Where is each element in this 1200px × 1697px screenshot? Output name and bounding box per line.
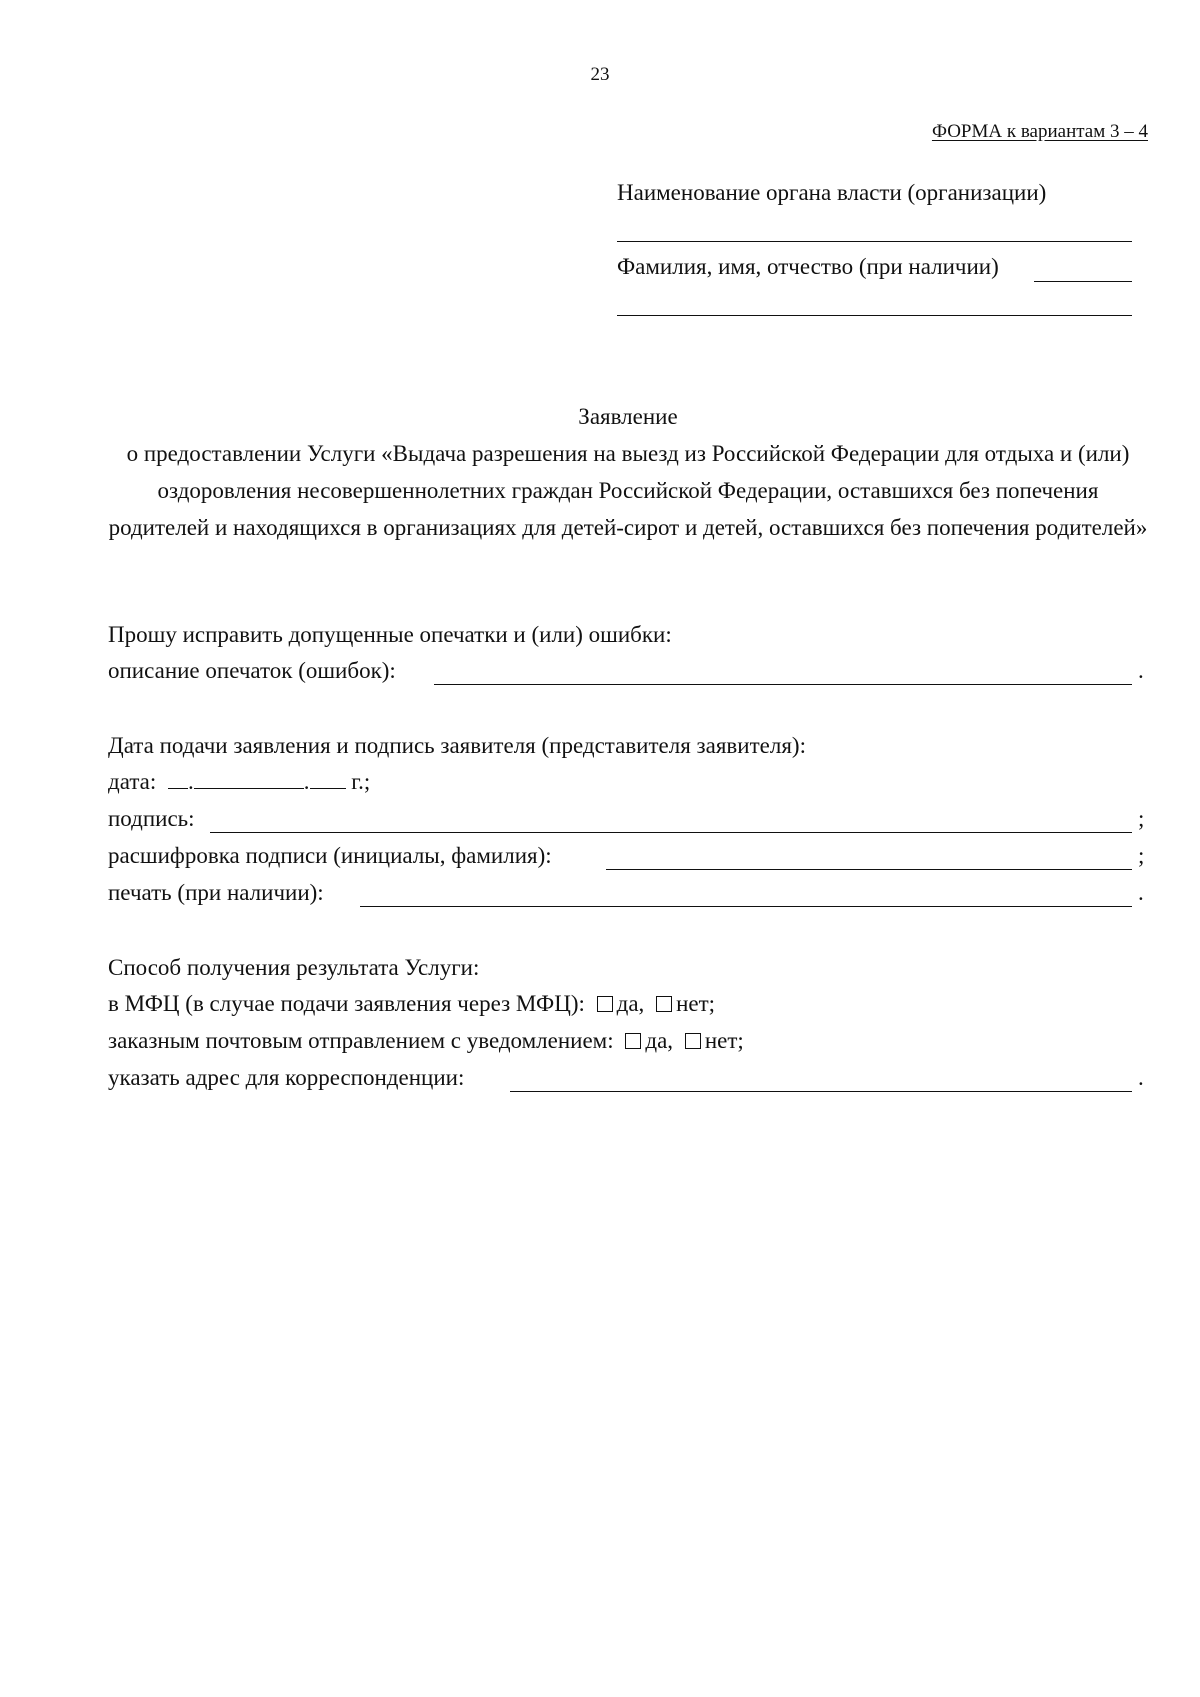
fio-field-line2[interactable] <box>617 315 1132 316</box>
org-name-field[interactable] <box>617 241 1132 242</box>
stamp-end: . <box>1138 880 1144 905</box>
decode-field[interactable] <box>606 869 1132 870</box>
fio-label: Фамилия, имя, отчество (при наличии) <box>617 254 999 279</box>
date-sep-2: . <box>303 769 310 794</box>
corrections-description-field[interactable] <box>434 684 1132 685</box>
mail-yes-checkbox[interactable] <box>625 1033 641 1049</box>
corrections-request: Прошу исправить допущенные опечатки и (или) ошибки: <box>108 622 672 647</box>
mail-no-checkbox[interactable] <box>685 1033 701 1049</box>
date-day-field[interactable] <box>168 770 188 789</box>
signature-label: подпись: <box>108 806 195 831</box>
corrections-description-end: . <box>1138 658 1144 683</box>
mail-row <box>108 1028 744 1054</box>
date-row <box>108 769 370 795</box>
stamp-field[interactable] <box>360 906 1132 907</box>
title-main: Заявление <box>578 404 678 429</box>
signature-end: ; <box>1138 806 1145 831</box>
date-sep-1: . <box>188 769 194 794</box>
date-label: дата: <box>108 769 157 794</box>
date-month-field[interactable] <box>194 770 304 789</box>
mfc-no-label: нет; <box>676 991 716 1016</box>
decode-label: расшифровка подписи (инициалы, фамилия): <box>108 843 552 868</box>
form-reference: ФОРМА к вариантам 3 – 4 <box>931 121 1148 142</box>
mail-no-label: нет; <box>704 1028 744 1053</box>
page-number: 23 <box>590 64 610 85</box>
mail-yes-label: да, <box>645 1028 674 1053</box>
document-title <box>108 398 1148 546</box>
mfc-no-checkbox[interactable] <box>656 996 672 1012</box>
decode-end: ; <box>1138 843 1145 868</box>
mfc-yes-label: да, <box>616 991 645 1016</box>
date-year-field[interactable] <box>310 770 346 789</box>
mail-label: заказным почтовым отправлением с уведомлением: <box>108 1028 614 1053</box>
address-field[interactable] <box>510 1091 1132 1092</box>
mfc-row <box>108 991 715 1017</box>
signature-heading: Дата подачи заявления и подпись заявителя (представителя заявителя): <box>108 733 806 758</box>
corrections-description-label: описание опечаток (ошибок): <box>108 658 396 683</box>
fio-field-short[interactable] <box>1034 281 1132 282</box>
signature-field[interactable] <box>210 832 1132 833</box>
mfc-label: в МФЦ (в случае подачи заявления через МФЦ): <box>108 991 585 1016</box>
org-label: Наименование органа власти (организации) <box>617 180 1047 205</box>
address-label: указать адрес для корреспонденции: <box>108 1065 465 1090</box>
mfc-yes-checkbox[interactable] <box>597 996 613 1012</box>
title-subtitle: о предоставлении Услуги «Выдача разрешения на выезд из Российской Федерации для отдыха и (или) оздоровления несовершеннолетних граждан Российской Федерации, оставшихся без попечения родителей и находящихся в организациях для детей-сирот и детей, оставшихся без попечения родителей» <box>108 441 1148 540</box>
result-heading: Способ получения результата Услуги: <box>108 955 480 980</box>
stamp-label: печать (при наличии): <box>108 880 324 905</box>
address-end: . <box>1138 1065 1144 1090</box>
date-suffix: г.; <box>351 769 371 794</box>
